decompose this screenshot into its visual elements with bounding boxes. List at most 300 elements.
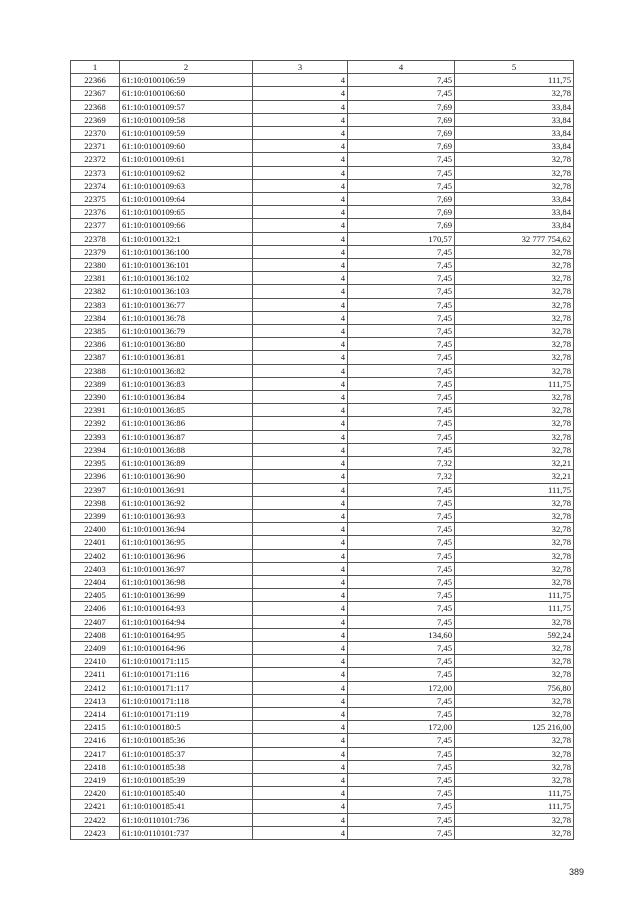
- value-cell: 111,75: [455, 483, 574, 496]
- table-row: [71, 430, 574, 443]
- value-cell: 32,21: [455, 470, 574, 483]
- value-cell: 32,78: [455, 734, 574, 747]
- area-cell: 7,45: [348, 259, 455, 272]
- row-number-cell: 22399: [71, 509, 120, 522]
- area-cell: 134,60: [348, 628, 455, 641]
- table-body: [71, 74, 574, 840]
- cadastral-number-cell: 61:10:0100109:63: [120, 179, 253, 192]
- table-row: [71, 193, 574, 206]
- table-row: [71, 496, 574, 509]
- value-cell: 32,78: [455, 153, 574, 166]
- category-cell: 4: [253, 826, 348, 839]
- cadastral-number-cell: 61:10:0100136:99: [120, 589, 253, 602]
- data-table: [70, 60, 574, 840]
- cadastral-number-cell: 61:10:0100136:82: [120, 364, 253, 377]
- area-cell: 7,45: [348, 826, 455, 839]
- row-number-cell: 22400: [71, 523, 120, 536]
- table-row: [71, 668, 574, 681]
- table-row: [71, 377, 574, 390]
- row-number-cell: 22404: [71, 575, 120, 588]
- category-cell: 4: [253, 87, 348, 100]
- area-cell: 7,69: [348, 113, 455, 126]
- row-number-cell: 22402: [71, 549, 120, 562]
- category-cell: 4: [253, 813, 348, 826]
- row-number-cell: 22401: [71, 536, 120, 549]
- category-cell: 4: [253, 575, 348, 588]
- cadastral-number-cell: 61:10:0110101:736: [120, 813, 253, 826]
- value-cell: 32,78: [455, 443, 574, 456]
- area-cell: 7,45: [348, 417, 455, 430]
- table-row: [71, 87, 574, 100]
- cadastral-number-cell: 61:10:0100171:117: [120, 681, 253, 694]
- category-cell: 4: [253, 721, 348, 734]
- category-cell: 4: [253, 325, 348, 338]
- category-cell: 4: [253, 153, 348, 166]
- category-cell: 4: [253, 206, 348, 219]
- value-cell: 111,75: [455, 377, 574, 390]
- area-cell: 7,45: [348, 549, 455, 562]
- category-cell: 4: [253, 707, 348, 720]
- area-cell: 7,69: [348, 127, 455, 140]
- area-cell: 7,45: [348, 351, 455, 364]
- table-row: [71, 549, 574, 562]
- cadastral-number-cell: 61:10:0100109:57: [120, 100, 253, 113]
- value-cell: 756,80: [455, 681, 574, 694]
- category-cell: 4: [253, 127, 348, 140]
- cadastral-number-cell: 61:10:0100136:83: [120, 377, 253, 390]
- row-number-cell: 22398: [71, 496, 120, 509]
- area-cell: 7,45: [348, 589, 455, 602]
- value-cell: 32 777 754,62: [455, 232, 574, 245]
- row-number-cell: 22408: [71, 628, 120, 641]
- table-row: [71, 206, 574, 219]
- cadastral-number-cell: 61:10:0100132:1: [120, 232, 253, 245]
- area-cell: 7,45: [348, 602, 455, 615]
- value-cell: 32,78: [455, 391, 574, 404]
- row-number-cell: 22372: [71, 153, 120, 166]
- table-row: [71, 113, 574, 126]
- table-header-row: [71, 61, 574, 74]
- table-row: [71, 325, 574, 338]
- cadastral-number-cell: 61:10:0100136:85: [120, 404, 253, 417]
- value-cell: 32,78: [455, 549, 574, 562]
- category-cell: 4: [253, 747, 348, 760]
- category-cell: 4: [253, 496, 348, 509]
- category-cell: 4: [253, 193, 348, 206]
- value-cell: 32,78: [455, 351, 574, 364]
- category-cell: 4: [253, 760, 348, 773]
- category-cell: 4: [253, 272, 348, 285]
- cadastral-number-cell: 61:10:0100106:59: [120, 74, 253, 87]
- category-cell: 4: [253, 74, 348, 87]
- value-cell: 32,78: [455, 615, 574, 628]
- value-cell: 33,84: [455, 127, 574, 140]
- row-number-cell: 22394: [71, 443, 120, 456]
- value-cell: 32,78: [455, 562, 574, 575]
- value-cell: 111,75: [455, 787, 574, 800]
- row-number-cell: 22412: [71, 681, 120, 694]
- category-cell: 4: [253, 417, 348, 430]
- row-number-cell: 22420: [71, 787, 120, 800]
- cadastral-number-cell: 61:10:0100136:87: [120, 430, 253, 443]
- value-cell: 32,78: [455, 298, 574, 311]
- category-cell: 4: [253, 219, 348, 232]
- value-cell: 32,78: [455, 311, 574, 324]
- area-cell: 7,45: [348, 747, 455, 760]
- area-cell: 7,45: [348, 74, 455, 87]
- area-cell: 7,45: [348, 562, 455, 575]
- row-number-cell: 22393: [71, 430, 120, 443]
- category-cell: 4: [253, 562, 348, 575]
- table-row: [71, 127, 574, 140]
- row-number-cell: 22418: [71, 760, 120, 773]
- category-cell: 4: [253, 338, 348, 351]
- table-row: [71, 179, 574, 192]
- table-row: [71, 509, 574, 522]
- category-cell: 4: [253, 259, 348, 272]
- cadastral-number-cell: 61:10:0100185:39: [120, 773, 253, 786]
- row-number-cell: 22392: [71, 417, 120, 430]
- cadastral-number-cell: 61:10:0100171:115: [120, 655, 253, 668]
- table-row: [71, 562, 574, 575]
- column-header: 2: [120, 61, 253, 74]
- cadastral-number-cell: 61:10:0100136:94: [120, 523, 253, 536]
- cadastral-number-cell: 61:10:0100136:90: [120, 470, 253, 483]
- cadastral-number-cell: 61:10:0100185:36: [120, 734, 253, 747]
- category-cell: 4: [253, 430, 348, 443]
- area-cell: 7,45: [348, 655, 455, 668]
- row-number-cell: 22410: [71, 655, 120, 668]
- cadastral-number-cell: 61:10:0100171:116: [120, 668, 253, 681]
- category-cell: 4: [253, 166, 348, 179]
- table-row: [71, 417, 574, 430]
- value-cell: 32,78: [455, 707, 574, 720]
- value-cell: 32,78: [455, 245, 574, 258]
- cadastral-number-cell: 61:10:0100136:78: [120, 311, 253, 324]
- category-cell: 4: [253, 285, 348, 298]
- category-cell: 4: [253, 787, 348, 800]
- category-cell: 4: [253, 179, 348, 192]
- area-cell: 170,57: [348, 232, 455, 245]
- cadastral-number-cell: 61:10:0100109:66: [120, 219, 253, 232]
- cadastral-number-cell: 61:10:0100136:101: [120, 259, 253, 272]
- row-number-cell: 22422: [71, 813, 120, 826]
- cadastral-number-cell: 61:10:0100136:95: [120, 536, 253, 549]
- cadastral-number-cell: 61:10:0100136:103: [120, 285, 253, 298]
- table-row: [71, 589, 574, 602]
- value-cell: 592,24: [455, 628, 574, 641]
- row-number-cell: 22414: [71, 707, 120, 720]
- table-row: [71, 74, 574, 87]
- value-cell: 32,78: [455, 641, 574, 654]
- area-cell: 7,45: [348, 311, 455, 324]
- value-cell: 32,78: [455, 417, 574, 430]
- cadastral-number-cell: 61:10:0100180:5: [120, 721, 253, 734]
- category-cell: 4: [253, 140, 348, 153]
- area-cell: 7,45: [348, 800, 455, 813]
- area-cell: 7,45: [348, 430, 455, 443]
- row-number-cell: 22387: [71, 351, 120, 364]
- table-row: [71, 298, 574, 311]
- area-cell: 172,00: [348, 721, 455, 734]
- row-number-cell: 22384: [71, 311, 120, 324]
- row-number-cell: 22419: [71, 773, 120, 786]
- row-number-cell: 22390: [71, 391, 120, 404]
- cadastral-number-cell: 61:10:0100171:118: [120, 694, 253, 707]
- value-cell: 32,78: [455, 694, 574, 707]
- table-row: [71, 364, 574, 377]
- category-cell: 4: [253, 470, 348, 483]
- area-cell: 7,45: [348, 536, 455, 549]
- cadastral-number-cell: 61:10:0100185:38: [120, 760, 253, 773]
- column-header: 4: [348, 61, 455, 74]
- area-cell: 7,45: [348, 483, 455, 496]
- row-number-cell: 22376: [71, 206, 120, 219]
- value-cell: 32,78: [455, 259, 574, 272]
- area-cell: 7,45: [348, 787, 455, 800]
- row-number-cell: 22417: [71, 747, 120, 760]
- cadastral-number-cell: 61:10:0100109:59: [120, 127, 253, 140]
- area-cell: 7,45: [348, 523, 455, 536]
- row-number-cell: 22409: [71, 641, 120, 654]
- category-cell: 4: [253, 404, 348, 417]
- cadastral-number-cell: 61:10:0110101:737: [120, 826, 253, 839]
- table-row: [71, 311, 574, 324]
- cadastral-number-cell: 61:10:0100109:61: [120, 153, 253, 166]
- table-row: [71, 391, 574, 404]
- cadastral-number-cell: 61:10:0100136:93: [120, 509, 253, 522]
- area-cell: 7,69: [348, 140, 455, 153]
- area-cell: 7,45: [348, 668, 455, 681]
- row-number-cell: 22385: [71, 325, 120, 338]
- value-cell: 32,78: [455, 272, 574, 285]
- value-cell: 32,78: [455, 509, 574, 522]
- value-cell: 33,84: [455, 113, 574, 126]
- table-row: [71, 787, 574, 800]
- table-row: [71, 694, 574, 707]
- cadastral-number-cell: 61:10:0100136:92: [120, 496, 253, 509]
- category-cell: 4: [253, 311, 348, 324]
- cadastral-number-cell: 61:10:0100136:97: [120, 562, 253, 575]
- table-row: [71, 245, 574, 258]
- value-cell: 32,78: [455, 813, 574, 826]
- category-cell: 4: [253, 523, 348, 536]
- area-cell: 7,45: [348, 272, 455, 285]
- row-number-cell: 22378: [71, 232, 120, 245]
- table-row: [71, 813, 574, 826]
- category-cell: 4: [253, 628, 348, 641]
- category-cell: 4: [253, 589, 348, 602]
- row-number-cell: 22383: [71, 298, 120, 311]
- category-cell: 4: [253, 509, 348, 522]
- row-number-cell: 22413: [71, 694, 120, 707]
- value-cell: 33,84: [455, 206, 574, 219]
- category-cell: 4: [253, 298, 348, 311]
- area-cell: 7,32: [348, 470, 455, 483]
- category-cell: 4: [253, 364, 348, 377]
- value-cell: 33,84: [455, 100, 574, 113]
- category-cell: 4: [253, 602, 348, 615]
- row-number-cell: 22406: [71, 602, 120, 615]
- cadastral-number-cell: 61:10:0100164:96: [120, 641, 253, 654]
- row-number-cell: 22395: [71, 457, 120, 470]
- row-number-cell: 22373: [71, 166, 120, 179]
- cadastral-number-cell: 61:10:0100136:100: [120, 245, 253, 258]
- category-cell: 4: [253, 668, 348, 681]
- value-cell: 111,75: [455, 589, 574, 602]
- table-row: [71, 602, 574, 615]
- cadastral-number-cell: 61:10:0100185:41: [120, 800, 253, 813]
- category-cell: 4: [253, 245, 348, 258]
- row-number-cell: 22370: [71, 127, 120, 140]
- row-number-cell: 22423: [71, 826, 120, 839]
- cadastral-number-cell: 61:10:0100164:95: [120, 628, 253, 641]
- area-cell: 7,45: [348, 575, 455, 588]
- value-cell: 32,78: [455, 655, 574, 668]
- table-row: [71, 457, 574, 470]
- cadastral-number-cell: 61:10:0100136:84: [120, 391, 253, 404]
- area-cell: 7,45: [348, 166, 455, 179]
- category-cell: 4: [253, 641, 348, 654]
- table-row: [71, 404, 574, 417]
- category-cell: 4: [253, 113, 348, 126]
- area-cell: 7,45: [348, 773, 455, 786]
- category-cell: 4: [253, 483, 348, 496]
- row-number-cell: 22421: [71, 800, 120, 813]
- cadastral-number-cell: 61:10:0100109:62: [120, 166, 253, 179]
- table-row: [71, 707, 574, 720]
- value-cell: 32,78: [455, 747, 574, 760]
- area-cell: 7,45: [348, 813, 455, 826]
- table-row: [71, 800, 574, 813]
- row-number-cell: 22381: [71, 272, 120, 285]
- area-cell: 7,45: [348, 734, 455, 747]
- cadastral-number-cell: 61:10:0100136:77: [120, 298, 253, 311]
- table-row: [71, 470, 574, 483]
- category-cell: 4: [253, 391, 348, 404]
- row-number-cell: 22396: [71, 470, 120, 483]
- table-row: [71, 153, 574, 166]
- value-cell: 32,78: [455, 404, 574, 417]
- area-cell: 7,45: [348, 377, 455, 390]
- category-cell: 4: [253, 351, 348, 364]
- table-row: [71, 760, 574, 773]
- row-number-cell: 22374: [71, 179, 120, 192]
- table-row: [71, 285, 574, 298]
- value-cell: 33,84: [455, 140, 574, 153]
- cadastral-number-cell: 61:10:0100185:40: [120, 787, 253, 800]
- value-cell: 32,78: [455, 668, 574, 681]
- category-cell: 4: [253, 734, 348, 747]
- area-cell: 7,69: [348, 193, 455, 206]
- area-cell: 7,45: [348, 615, 455, 628]
- value-cell: 32,78: [455, 496, 574, 509]
- category-cell: 4: [253, 615, 348, 628]
- page-number: 389: [568, 867, 584, 877]
- area-cell: 7,45: [348, 285, 455, 298]
- cadastral-number-cell: 61:10:0100164:93: [120, 602, 253, 615]
- column-header: 3: [253, 61, 348, 74]
- area-cell: 7,45: [348, 153, 455, 166]
- area-cell: 7,45: [348, 364, 455, 377]
- category-cell: 4: [253, 800, 348, 813]
- row-number-cell: 22416: [71, 734, 120, 747]
- value-cell: 32,78: [455, 325, 574, 338]
- area-cell: 7,69: [348, 219, 455, 232]
- cadastral-number-cell: 61:10:0100109:64: [120, 193, 253, 206]
- cadastral-number-cell: 61:10:0100136:91: [120, 483, 253, 496]
- cadastral-number-cell: 61:10:0100136:81: [120, 351, 253, 364]
- row-number-cell: 22366: [71, 74, 120, 87]
- value-cell: 111,75: [455, 602, 574, 615]
- category-cell: 4: [253, 457, 348, 470]
- row-number-cell: 22405: [71, 589, 120, 602]
- area-cell: 7,45: [348, 325, 455, 338]
- cadastral-number-cell: 61:10:0100136:96: [120, 549, 253, 562]
- value-cell: 32,78: [455, 338, 574, 351]
- category-cell: 4: [253, 443, 348, 456]
- row-number-cell: 22386: [71, 338, 120, 351]
- table-row: [71, 483, 574, 496]
- area-cell: 7,45: [348, 707, 455, 720]
- cadastral-number-cell: 61:10:0100109:58: [120, 113, 253, 126]
- row-number-cell: 22397: [71, 483, 120, 496]
- value-cell: 32,78: [455, 523, 574, 536]
- row-number-cell: 22368: [71, 100, 120, 113]
- column-header: 1: [71, 61, 120, 74]
- row-number-cell: 22380: [71, 259, 120, 272]
- row-number-cell: 22377: [71, 219, 120, 232]
- category-cell: 4: [253, 655, 348, 668]
- value-cell: 32,78: [455, 575, 574, 588]
- cadastral-number-cell: 61:10:0100136:89: [120, 457, 253, 470]
- cadastral-number-cell: 61:10:0100185:37: [120, 747, 253, 760]
- value-cell: 33,84: [455, 219, 574, 232]
- table-row: [71, 536, 574, 549]
- category-cell: 4: [253, 100, 348, 113]
- cadastral-number-cell: 61:10:0100136:102: [120, 272, 253, 285]
- row-number-cell: 22391: [71, 404, 120, 417]
- value-cell: 33,84: [455, 193, 574, 206]
- row-number-cell: 22379: [71, 245, 120, 258]
- table-row: [71, 826, 574, 839]
- area-cell: 7,45: [348, 391, 455, 404]
- row-number-cell: 22367: [71, 87, 120, 100]
- value-cell: 32,78: [455, 166, 574, 179]
- area-cell: 7,45: [348, 298, 455, 311]
- area-cell: 7,45: [348, 509, 455, 522]
- table-row: [71, 351, 574, 364]
- row-number-cell: 22415: [71, 721, 120, 734]
- cadastral-number-cell: 61:10:0100136:88: [120, 443, 253, 456]
- table-row: [71, 655, 574, 668]
- value-cell: 32,78: [455, 760, 574, 773]
- cadastral-number-cell: 61:10:0100136:79: [120, 325, 253, 338]
- area-cell: 7,32: [348, 457, 455, 470]
- cadastral-number-cell: 61:10:0100109:60: [120, 140, 253, 153]
- area-cell: 7,45: [348, 443, 455, 456]
- table-row: [71, 259, 574, 272]
- cadastral-number-cell: 61:10:0100164:94: [120, 615, 253, 628]
- cadastral-number-cell: 61:10:0100136:98: [120, 575, 253, 588]
- value-cell: 111,75: [455, 800, 574, 813]
- row-number-cell: 22369: [71, 113, 120, 126]
- area-cell: 7,45: [348, 87, 455, 100]
- value-cell: 32,78: [455, 87, 574, 100]
- value-cell: 111,75: [455, 74, 574, 87]
- area-cell: 7,69: [348, 206, 455, 219]
- row-number-cell: 22403: [71, 562, 120, 575]
